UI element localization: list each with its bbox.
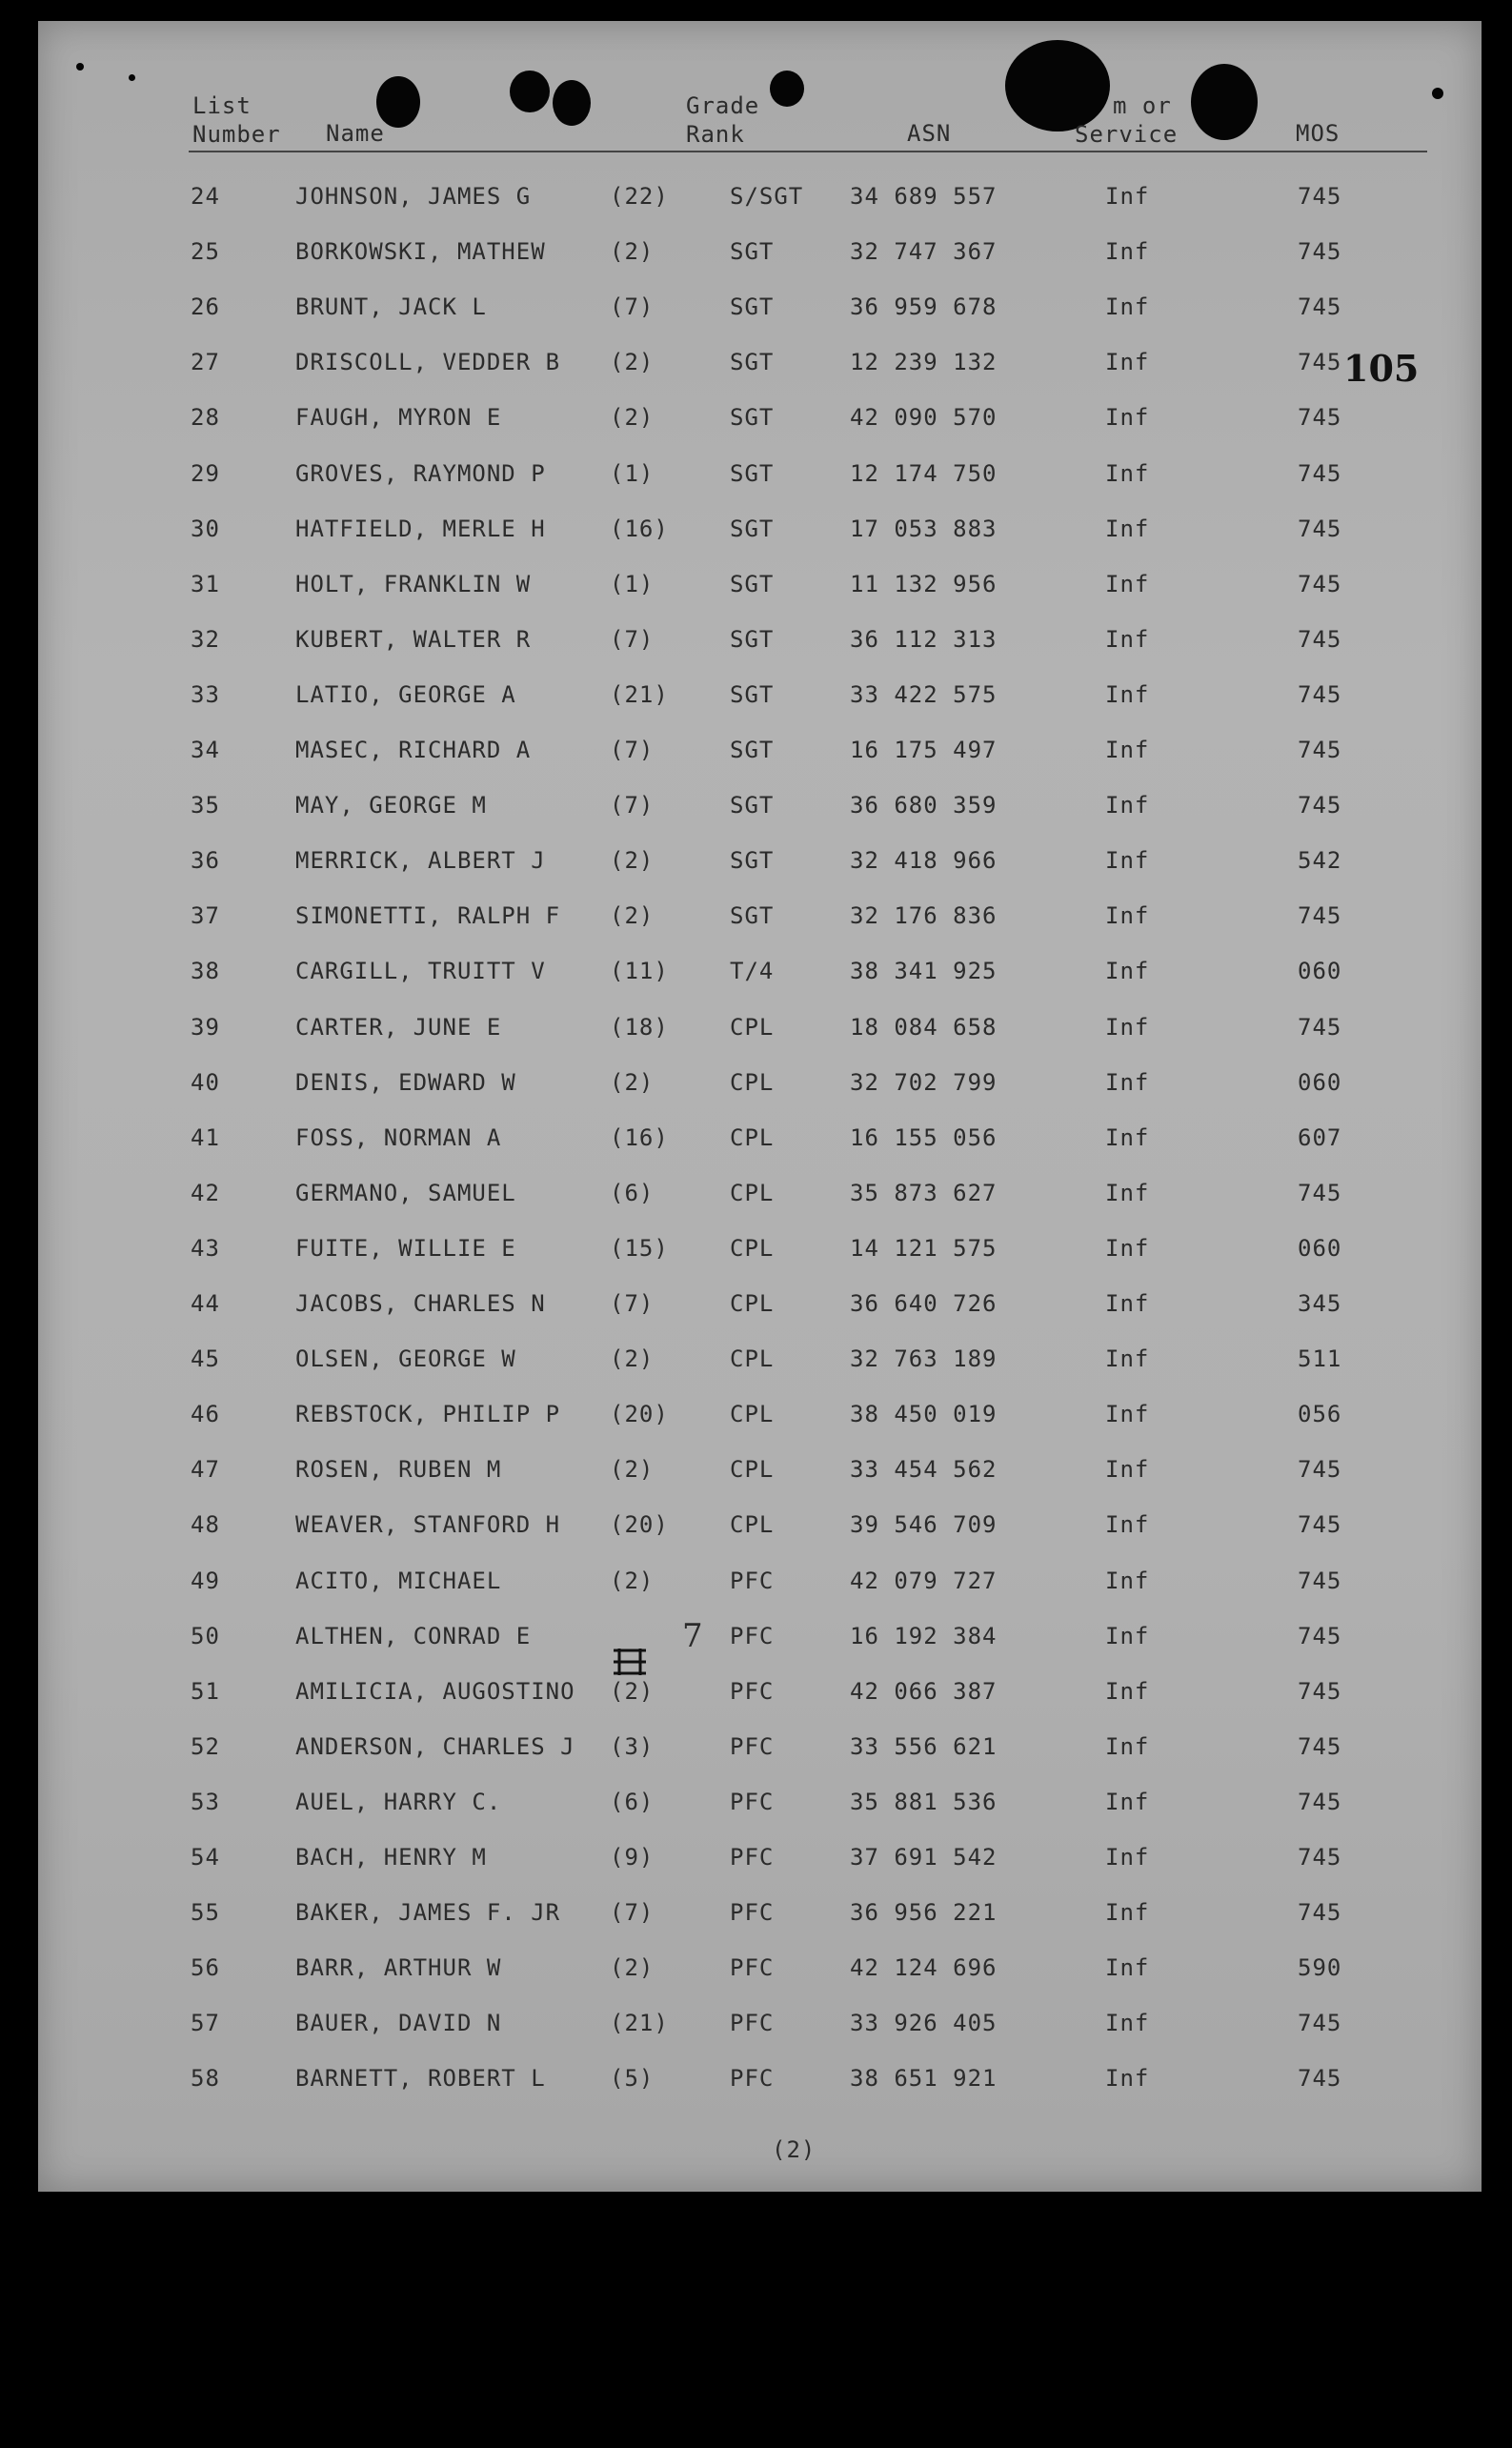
soldier-name-cell: ROSEN, RUBEN M: [295, 1456, 502, 1483]
arm-service-cell: Inf: [1105, 1124, 1150, 1151]
asn-cell: 38 450 019: [850, 1401, 998, 1427]
arm-service-cell: Inf: [1105, 902, 1150, 929]
table-row: [38, 404, 1482, 442]
mos-cell: 745: [1298, 1180, 1342, 1206]
count-code-cell: (1): [610, 571, 655, 597]
soldier-name-cell: BORKOWSKI, MATHEW: [295, 238, 546, 265]
count-code-cell: (20): [610, 1401, 669, 1427]
table-row: [38, 1014, 1482, 1052]
soldier-name-cell: BARNETT, ROBERT L: [295, 2065, 546, 2092]
asn-cell: 32 747 367: [850, 238, 998, 265]
mos-cell: 745: [1298, 681, 1342, 708]
asn-cell: 36 959 678: [850, 293, 998, 320]
list-number-cell: 52: [191, 1733, 220, 1760]
soldier-name-cell: DENIS, EDWARD W: [295, 1069, 516, 1096]
table-row: [38, 1290, 1482, 1328]
grade-cell: CPL: [730, 1124, 775, 1151]
table-row: [38, 1617, 1482, 1661]
list-number-cell: 27: [191, 349, 220, 375]
soldier-name-cell: ACITO, MICHAEL: [295, 1568, 502, 1594]
mos-cell: 745: [1298, 2065, 1342, 2092]
mos-cell: 745: [1298, 792, 1342, 819]
count-code-cell: (18): [610, 1014, 669, 1041]
list-number-cell: 25: [191, 238, 220, 265]
arm-service-cell: Inf: [1105, 2065, 1150, 2092]
asn-cell: 38 651 921: [850, 2065, 998, 2092]
asn-cell: 36 112 313: [850, 626, 998, 653]
table-row: [38, 1069, 1482, 1107]
asn-cell: 36 956 221: [850, 1899, 998, 1926]
table-row: [38, 737, 1482, 775]
grade-cell: PFC: [730, 1623, 775, 1649]
table-row: [38, 958, 1482, 996]
mos-cell: 745: [1298, 737, 1342, 763]
list-number-cell: 58: [191, 2065, 220, 2092]
list-number-cell: 28: [191, 404, 220, 431]
paper-sheet: [38, 21, 1482, 2192]
arm-service-cell: Inf: [1105, 571, 1150, 597]
asn-cell: 32 176 836: [850, 902, 998, 929]
grade-cell: SGT: [730, 681, 775, 708]
asn-cell: 14 121 575: [850, 1235, 998, 1262]
asn-cell: 11 132 956: [850, 571, 998, 597]
arm-service-cell: Inf: [1105, 958, 1150, 984]
asn-cell: 33 454 562: [850, 1456, 998, 1483]
mos-cell: 745: [1298, 293, 1342, 320]
list-number-cell: 39: [191, 1014, 220, 1041]
table-row: [38, 902, 1482, 941]
soldier-name-cell: KUBERT, WALTER R: [295, 626, 532, 653]
list-number-cell: 34: [191, 737, 220, 763]
soldier-name-cell: CARTER, JUNE E: [295, 1014, 502, 1041]
header-number-label: Number: [192, 121, 281, 148]
table-row: [38, 1401, 1482, 1439]
count-code-cell: (16): [610, 516, 669, 542]
soldier-name-cell: MASEC, RICHARD A: [295, 737, 532, 763]
count-code-cell: (22): [610, 183, 669, 210]
asn-cell: 16 155 056: [850, 1124, 998, 1151]
asn-cell: 17 053 883: [850, 516, 998, 542]
list-number-cell: 30: [191, 516, 220, 542]
grade-cell: CPL: [730, 1235, 775, 1262]
grade-cell: S/SGT: [730, 183, 804, 210]
grade-cell: SGT: [730, 404, 775, 431]
mos-cell: 056: [1298, 1401, 1342, 1427]
count-code-cell: (21): [610, 2010, 669, 2036]
count-code-cell: (7): [610, 737, 655, 763]
soldier-name-cell: ALTHEN, CONRAD E: [295, 1623, 532, 1649]
grade-cell: PFC: [730, 1568, 775, 1594]
mos-cell: 745: [1298, 1733, 1342, 1760]
list-number-cell: 37: [191, 902, 220, 929]
arm-service-cell: Inf: [1105, 293, 1150, 320]
table-row: [38, 626, 1482, 664]
mos-cell: 745: [1298, 349, 1342, 375]
asn-cell: 16 192 384: [850, 1623, 998, 1649]
soldier-name-cell: CARGILL, TRUITT V: [295, 958, 546, 984]
table-row: [38, 1844, 1482, 1882]
table-row: [38, 1124, 1482, 1163]
count-code-cell: (5): [610, 2065, 655, 2092]
count-code-cell: (2): [610, 1069, 655, 1096]
count-code-cell: (2): [610, 238, 655, 265]
count-code-cell: (7): [610, 293, 655, 320]
arm-service-cell: Inf: [1105, 1235, 1150, 1262]
list-number-cell: 33: [191, 681, 220, 708]
mos-cell: 060: [1298, 1235, 1342, 1262]
table-row: [38, 681, 1482, 719]
table-row: [38, 1180, 1482, 1218]
grade-cell: T/4: [730, 958, 775, 984]
mos-cell: 060: [1298, 1069, 1342, 1096]
mos-cell: 745: [1298, 238, 1342, 265]
list-number-cell: 29: [191, 460, 220, 487]
arm-service-cell: Inf: [1105, 792, 1150, 819]
mos-cell: 745: [1298, 1623, 1342, 1649]
grade-cell: PFC: [730, 2065, 775, 2092]
grade-cell: PFC: [730, 1899, 775, 1926]
header-arm-service: [1075, 91, 1178, 149]
grade-cell: PFC: [730, 1789, 775, 1815]
soldier-name-cell: BAUER, DAVID N: [295, 2010, 502, 2036]
list-number-cell: 24: [191, 183, 220, 210]
arm-service-cell: Inf: [1105, 1511, 1150, 1538]
asn-cell: 36 680 359: [850, 792, 998, 819]
table-row: [38, 847, 1482, 885]
soldier-name-cell: DRISCOLL, VEDDER B: [295, 349, 561, 375]
header-asn: ASN: [907, 120, 952, 147]
mos-cell: 745: [1298, 183, 1342, 210]
mos-cell: 745: [1298, 626, 1342, 653]
list-number-cell: 47: [191, 1456, 220, 1483]
count-code-cell: (2): [610, 1954, 655, 1981]
list-number-cell: 51: [191, 1678, 220, 1705]
count-code-cell: (2): [610, 1345, 655, 1372]
list-number-cell: 53: [191, 1789, 220, 1815]
soldier-name-cell: FOSS, NORMAN A: [295, 1124, 502, 1151]
mos-cell: 745: [1298, 571, 1342, 597]
arm-service-cell: Inf: [1105, 404, 1150, 431]
grade-cell: SGT: [730, 737, 775, 763]
count-code-cell: (20): [610, 1511, 669, 1538]
count-code-cell: (11): [610, 958, 669, 984]
header-list-number: [192, 91, 281, 149]
grade-cell: PFC: [730, 1678, 775, 1705]
soldier-name-cell: GROVES, RAYMOND P: [295, 460, 546, 487]
header-grade-rank: [686, 91, 759, 149]
asn-cell: 16 175 497: [850, 737, 998, 763]
list-number-cell: 55: [191, 1899, 220, 1926]
mos-cell: 745: [1298, 2010, 1342, 2036]
soldier-name-cell: OLSEN, GEORGE W: [295, 1345, 516, 1372]
count-code-cell: (7): [610, 1899, 655, 1926]
grade-cell: SGT: [730, 847, 775, 874]
mos-cell: 511: [1298, 1345, 1342, 1372]
arm-service-cell: Inf: [1105, 1678, 1150, 1705]
list-number-cell: 50: [191, 1623, 220, 1649]
table-row: [38, 1511, 1482, 1549]
soldier-name-cell: SIMONETTI, RALPH F: [295, 902, 561, 929]
arm-service-cell: Inf: [1105, 1014, 1150, 1041]
table-row: [38, 2010, 1482, 2048]
table-row: [38, 1456, 1482, 1494]
count-code-cell: (2): [610, 1456, 655, 1483]
count-code-cell: (15): [610, 1235, 669, 1262]
asn-cell: 35 881 536: [850, 1789, 998, 1815]
mos-cell: 590: [1298, 1954, 1342, 1981]
arm-service-cell: Inf: [1105, 1345, 1150, 1372]
grade-cell: CPL: [730, 1014, 775, 1041]
arm-service-cell: Inf: [1105, 516, 1150, 542]
header-service-label: Service: [1075, 121, 1179, 148]
grade-cell: SGT: [730, 238, 775, 265]
asn-cell: 33 556 621: [850, 1733, 998, 1760]
grade-cell: CPL: [730, 1401, 775, 1427]
table-row: [38, 1678, 1482, 1716]
count-code-cell: (9): [610, 1844, 655, 1871]
count-code-cell: (7): [610, 1290, 655, 1317]
soldier-name-cell: JOHNSON, JAMES G: [295, 183, 532, 210]
asn-cell: 33 926 405: [850, 2010, 998, 2036]
asn-cell: 32 418 966: [850, 847, 998, 874]
mos-cell: 745: [1298, 460, 1342, 487]
mos-cell: 745: [1298, 1844, 1342, 1871]
grade-cell: CPL: [730, 1456, 775, 1483]
list-number-cell: 48: [191, 1511, 220, 1538]
count-code-cell: (7): [610, 792, 655, 819]
arm-service-cell: Inf: [1105, 626, 1150, 653]
grade-cell: PFC: [730, 1733, 775, 1760]
table-row: [38, 1789, 1482, 1827]
arm-service-cell: Inf: [1105, 1401, 1150, 1427]
count-code-cell: (6): [610, 1180, 655, 1206]
asn-cell: 12 239 132: [850, 349, 998, 375]
count-code-cell: (16): [610, 1124, 669, 1151]
arm-service-cell: Inf: [1105, 238, 1150, 265]
count-code-cell: (3): [610, 1733, 655, 1760]
table-row: [38, 792, 1482, 830]
asn-cell: 34 689 557: [850, 183, 998, 210]
grade-cell: CPL: [730, 1180, 775, 1206]
grade-cell: CPL: [730, 1511, 775, 1538]
list-number-cell: 46: [191, 1401, 220, 1427]
table-row: [38, 460, 1482, 498]
mos-cell: 745: [1298, 516, 1342, 542]
page-footer-number: (2): [772, 2136, 816, 2163]
mos-cell: 745: [1298, 1014, 1342, 1041]
header-name: Name: [326, 120, 385, 147]
soldier-name-cell: FUITE, WILLIE E: [295, 1235, 516, 1262]
list-number-cell: 35: [191, 792, 220, 819]
mos-cell: 745: [1298, 1678, 1342, 1705]
arm-service-cell: Inf: [1105, 460, 1150, 487]
table-row: [38, 349, 1482, 387]
arm-service-cell: Inf: [1105, 1623, 1150, 1649]
soldier-name-cell: AUEL, HARRY C.: [295, 1789, 502, 1815]
soldier-name-cell: BRUNT, JACK L: [295, 293, 487, 320]
list-number-cell: 38: [191, 958, 220, 984]
arm-service-cell: Inf: [1105, 1180, 1150, 1206]
soldier-name-cell: BACH, HENRY M: [295, 1844, 487, 1871]
grade-cell: CPL: [730, 1069, 775, 1096]
mos-cell: 745: [1298, 902, 1342, 929]
list-number-cell: 36: [191, 847, 220, 874]
grade-cell: SGT: [730, 792, 775, 819]
table-row: [38, 1235, 1482, 1273]
soldier-name-cell: AMILICIA, AUGOSTINO: [295, 1678, 575, 1705]
count-code-cell: (7): [610, 626, 655, 653]
column-header: [38, 67, 1482, 152]
mos-cell: 745: [1298, 1899, 1342, 1926]
asn-cell: 33 422 575: [850, 681, 998, 708]
grade-cell: SGT: [730, 460, 775, 487]
asn-cell: 39 546 709: [850, 1511, 998, 1538]
header-arm-label: m or: [1113, 92, 1172, 119]
table-row: [38, 1954, 1482, 1993]
asn-cell: 38 341 925: [850, 958, 998, 984]
table-row: [38, 293, 1482, 332]
asn-cell: 18 084 658: [850, 1014, 998, 1041]
mos-cell: 745: [1298, 1511, 1342, 1538]
soldier-name-cell: BAKER, JAMES F. JR: [295, 1899, 561, 1926]
grade-cell: SGT: [730, 902, 775, 929]
arm-service-cell: Inf: [1105, 1568, 1150, 1594]
count-code-cell: (2): [610, 1678, 655, 1705]
table-row: [38, 1568, 1482, 1606]
arm-service-cell: Inf: [1105, 1456, 1150, 1483]
header-list-label: List: [192, 92, 252, 119]
list-number-cell: 57: [191, 2010, 220, 2036]
header-mos: MOS: [1296, 120, 1341, 147]
table-row: [38, 516, 1482, 554]
count-code-cell: 7: [682, 1617, 704, 1655]
grade-cell: PFC: [730, 2010, 775, 2036]
soldier-name-cell: MERRICK, ALBERT J: [295, 847, 546, 874]
arm-service-cell: Inf: [1105, 847, 1150, 874]
soldier-name-cell: BARR, ARTHUR W: [295, 1954, 502, 1981]
arm-service-cell: Inf: [1105, 681, 1150, 708]
asn-cell: 42 066 387: [850, 1678, 998, 1705]
arm-service-cell: Inf: [1105, 1844, 1150, 1871]
table-row: [38, 571, 1482, 609]
list-number-cell: 40: [191, 1069, 220, 1096]
grade-cell: CPL: [730, 1345, 775, 1372]
soldier-name-cell: JACOBS, CHARLES N: [295, 1290, 546, 1317]
soldier-name-cell: MAY, GEORGE M: [295, 792, 487, 819]
table-row: [38, 2065, 1482, 2103]
soldier-name-cell: ANDERSON, CHARLES J: [295, 1733, 575, 1760]
asn-cell: 42 079 727: [850, 1568, 998, 1594]
count-code-cell: (2): [610, 349, 655, 375]
asn-cell: 36 640 726: [850, 1290, 998, 1317]
asn-cell: 42 124 696: [850, 1954, 998, 1981]
header-underline: [189, 151, 1427, 152]
table-row: [38, 238, 1482, 276]
table-row: [38, 1733, 1482, 1771]
mos-cell: 607: [1298, 1124, 1342, 1151]
arm-service-cell: Inf: [1105, 183, 1150, 210]
grade-cell: SGT: [730, 516, 775, 542]
list-number-cell: 45: [191, 1345, 220, 1372]
soldier-name-cell: FAUGH, MYRON E: [295, 404, 502, 431]
mos-cell: 745: [1298, 404, 1342, 431]
soldier-name-cell: HATFIELD, MERLE H: [295, 516, 546, 542]
grade-cell: PFC: [730, 1954, 775, 1981]
list-number-cell: 54: [191, 1844, 220, 1871]
arm-service-cell: Inf: [1105, 1290, 1150, 1317]
header-grade-label: Grade: [686, 92, 760, 119]
soldier-name-cell: REBSTOCK, PHILIP P: [295, 1401, 561, 1427]
count-code-cell: (1): [610, 460, 655, 487]
header-rank-label: Rank: [686, 121, 745, 148]
list-number-cell: 49: [191, 1568, 220, 1594]
grade-cell: SGT: [730, 349, 775, 375]
list-number-cell: 26: [191, 293, 220, 320]
grade-cell: CPL: [730, 1290, 775, 1317]
arm-service-cell: Inf: [1105, 737, 1150, 763]
soldier-name-cell: GERMANO, SAMUEL: [295, 1180, 516, 1206]
asn-cell: 32 763 189: [850, 1345, 998, 1372]
count-code-cell: (2): [610, 404, 655, 431]
asn-cell: 32 702 799: [850, 1069, 998, 1096]
soldier-name-cell: HOLT, FRANKLIN W: [295, 571, 532, 597]
arm-service-cell: Inf: [1105, 1789, 1150, 1815]
arm-service-cell: Inf: [1105, 2010, 1150, 2036]
list-number-cell: 42: [191, 1180, 220, 1206]
list-number-cell: 31: [191, 571, 220, 597]
list-number-cell: 56: [191, 1954, 220, 1981]
asn-cell: 37 691 542: [850, 1844, 998, 1871]
asn-cell: 12 174 750: [850, 460, 998, 487]
grade-cell: SGT: [730, 571, 775, 597]
soldier-name-cell: LATIO, GEORGE A: [295, 681, 516, 708]
count-code-cell: (6): [610, 1789, 655, 1815]
mos-cell: 345: [1298, 1290, 1342, 1317]
mos-cell: 542: [1298, 847, 1342, 874]
stamped-page-number: 105: [1343, 347, 1420, 390]
asn-cell: 35 873 627: [850, 1180, 998, 1206]
count-code-cell: (2): [610, 902, 655, 929]
mos-cell: 745: [1298, 1456, 1342, 1483]
table-row: [38, 183, 1482, 221]
arm-service-cell: Inf: [1105, 1069, 1150, 1096]
count-code-cell: (2): [610, 1568, 655, 1594]
arm-service-cell: Inf: [1105, 1954, 1150, 1981]
arm-service-cell: Inf: [1105, 1899, 1150, 1926]
soldier-name-cell: WEAVER, STANFORD H: [295, 1511, 561, 1538]
grade-cell: SGT: [730, 293, 775, 320]
table-row: [38, 1345, 1482, 1384]
list-number-cell: 41: [191, 1124, 220, 1151]
list-number-cell: 43: [191, 1235, 220, 1262]
list-number-cell: 32: [191, 626, 220, 653]
grade-cell: PFC: [730, 1844, 775, 1871]
mos-cell: 060: [1298, 958, 1342, 984]
count-code-cell: (2): [610, 847, 655, 874]
count-code-cell: (21): [610, 681, 669, 708]
arm-service-cell: Inf: [1105, 349, 1150, 375]
arm-service-cell: Inf: [1105, 1733, 1150, 1760]
handwritten-correction-mark: [610, 1641, 676, 1679]
list-number-cell: 44: [191, 1290, 220, 1317]
table-row: [38, 1899, 1482, 1937]
asn-cell: 42 090 570: [850, 404, 998, 431]
grade-cell: SGT: [730, 626, 775, 653]
mos-cell: 745: [1298, 1789, 1342, 1815]
mos-cell: 745: [1298, 1568, 1342, 1594]
